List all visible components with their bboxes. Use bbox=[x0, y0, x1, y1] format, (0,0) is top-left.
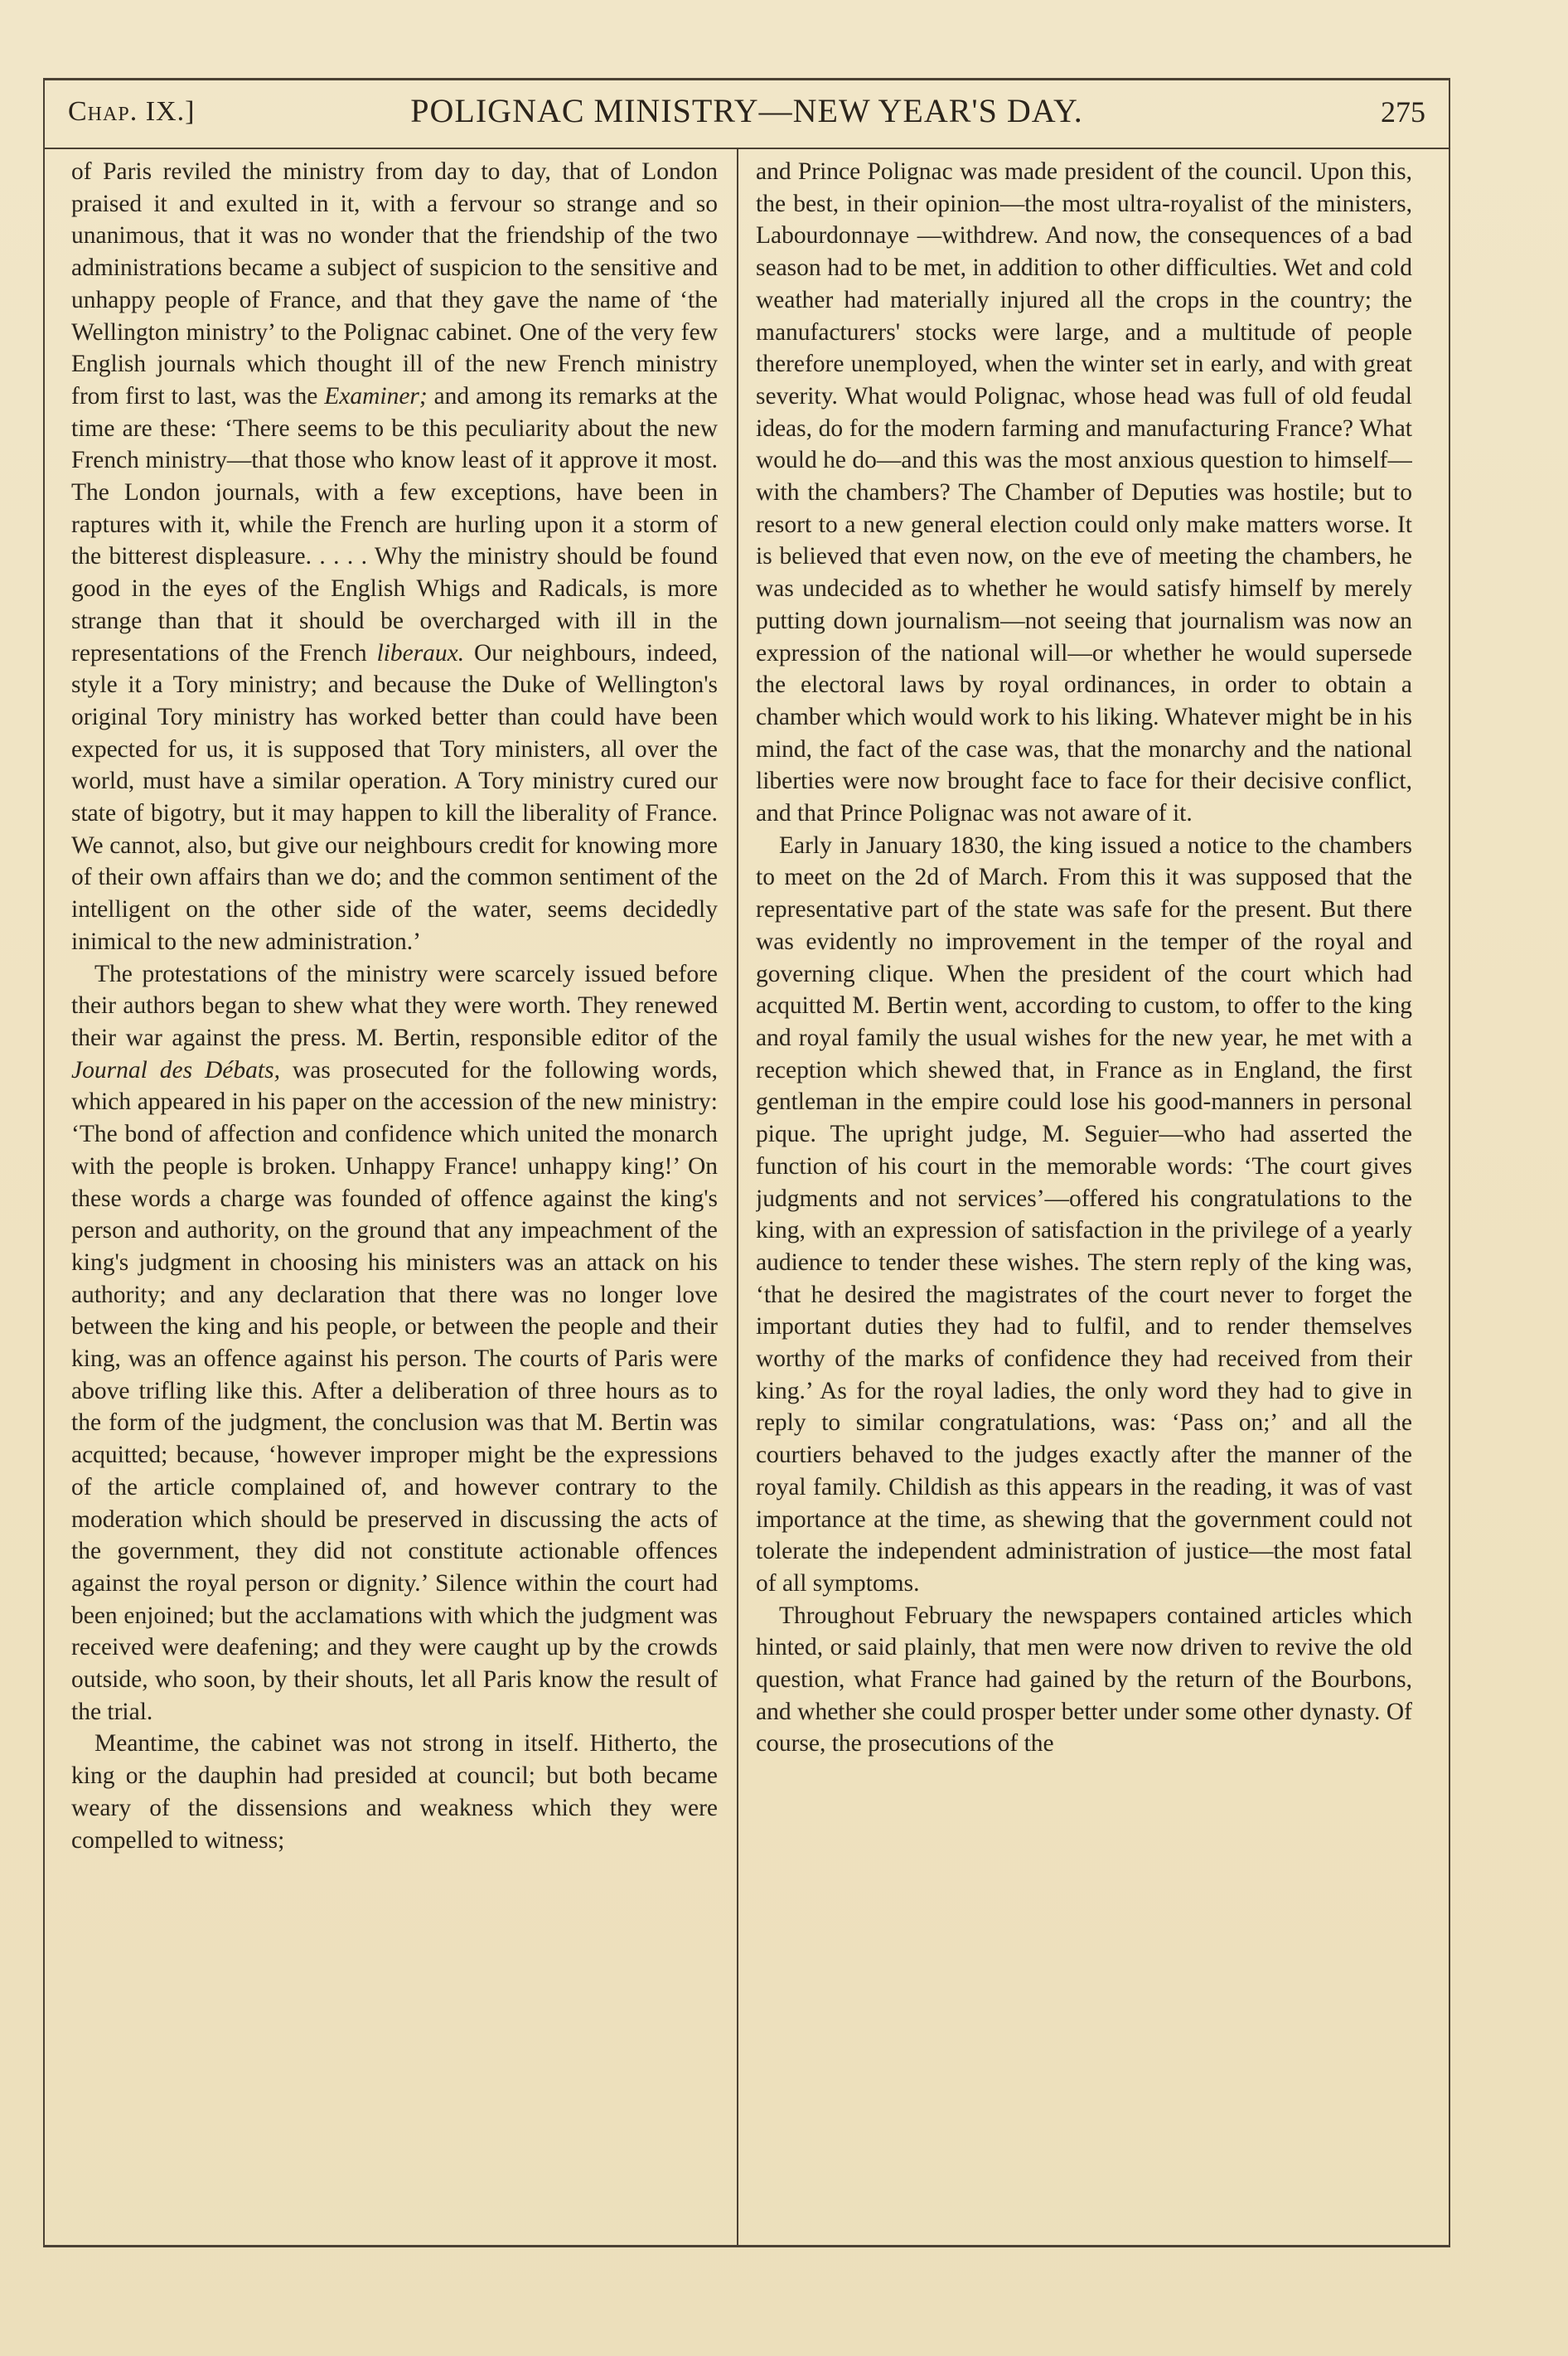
italic-title: Journal des Débats, bbox=[71, 1056, 280, 1083]
left-column bbox=[71, 156, 718, 2237]
paragraph: Meantime, the cabinet was not strong in itself. Hitherto, the king or the dauphin had presided at council; but both became weary of the dissensions and weakness which they were compelled to witness; bbox=[71, 1730, 718, 1854]
paragraph: Early in January 1830, the king issued a notice to the chambers to meet on the 2d of March. From this it was supposed that the representative part of the state was safe for the present. But there was evidently no improvement in the temper of the royal and governing clique. When the president of the court which had acquitted M. Bertin went, according to custom, to offer to the king and royal family the usual wishes for the new year, he met with a reception which shewed that, in France as in England, the first gentleman in the empire could lose his good-manners in personal pique. The upright judge, M. Seguier—who had asserted the function of his court in the memorable words: ‘The court gives judgments and not services’—offered his congratulations to the king, with an expression of satisfaction in the privilege of a yearly audience to tender these wishes. The stern reply of the king was, ‘that he desired the magistrates of the court never to forget the important duties they had to fulfil, and to render themselves worthy of the marks of confidence they had received from their king.’ As for the royal ladies, the only word they had to give in reply to similar congratulations, was: ‘Pass on;’ and all the courtiers behaved to the judges exactly after the manner of the royal family. Childish as this appears in the reading, it was of vast importance at the time, as shewing that the government could not tolerate the independent administration of justice—the most fatal of all symptoms. bbox=[756, 831, 1412, 1597]
running-header bbox=[43, 83, 1450, 149]
running-title: POLIGNAC MINISTRY—NEW YEAR'S DAY. bbox=[410, 92, 1083, 129]
paragraph: Throughout February the newspapers contained articles which hinted, or said plainly, that men were now driven to revive the old question, what France had gained by the return of the Bourbons, and whether she could prosper better under some other dynasty. Of course, the prosecutions of the bbox=[756, 1602, 1412, 1757]
italic-word: liberaux. bbox=[376, 639, 465, 667]
paragraph: and Prince Polignac was made president of the council. Upon this, the best, in their opinion—the most ultra-royalist of the ministers, Labourdonnaye —withdrew. And now, the consequences of a bad season had to be met, in addition to other difficulties. Wet and cold weather had materially injured all the crops in the country; the manufacturers' stocks were large, and a multitude of people therefore unemployed, when the winter set in early, and with great severity. What would Polignac, whose head was full of old feudal ideas, do for the modern farming and manufacturing France? What would he do—and this was the most anxious question to himself—with the chambers? The Chamber of Deputies was hostile; but to resort to a new general election could only make matters worse. It is believed that even now, on the eve of meeting the chambers, he was undecided as to whether he would satisfy himself by merely putting down journalism—not seeing that journalism was now an expression of the national will—or whether he would supersede the electoral laws by royal ordinances, in order to obtain a chamber which would work to his liking. Whatever might be in his mind, the fact of the case was, that the monarchy and the national liberties were now brought face to face for their decisive conflict, and that Prince Polignac was not aware of it. bbox=[756, 158, 1412, 827]
paragraph: of Paris reviled the ministry from day to day, that of London praised it and exulted in it, with a fervour so strange and so unanimous, that it was no wonder that the friendship of the two administrations became a subject of suspicion to the sensitive and unhappy people of France, and that they gave the name of ‘the Wellington ministry’ to the Polignac cabinet. One of the very few English journals which thought ill of the new French ministry from first to last, was the Examiner; and among its remarks at the time are these: ‘There seems to be this peculiarity about the new French ministry—that those who know least of it approve it most. The London journals, with a few exceptions, have been in raptures with it, while the French are hurling upon it a storm of the bitterest displeasure. . . . . Why the ministry should be found good in the eyes of the English Whigs and Radicals, is more strange than that it should be overcharged with ill in the representations of the French liberaux. Our neighbours, indeed, style it a Tory ministry; and because the Duke of Wellington's original Tory ministry has worked better than could have been expected for us, it is supposed that Tory ministers, all over the world, must have a similar operation. A Tory ministry cured our state of bigotry, but it may happen to kill the liberality of France. We cannot, also, but give our neighbours credit for knowing more of their own affairs than we do; and the common sentiment of the intelligent on the other side of the water, seems decidedly inimical to the new administration.’ bbox=[71, 158, 718, 955]
column-divider bbox=[737, 148, 738, 2247]
paragraph: The protestations of the ministry were scarcely issued before their authors began to shew what they were worth. They renewed their war against the press. M. Bertin, responsible editor of the Journal des Débats, was prosecuted for the following words, which appeared in his paper on the accession of the new ministry: ‘The bond of affection and confidence which united the monarch with the people is broken. Unhappy France! unhappy king!’ On these words a charge was founded of offence against the king's person and authority, on the ground that any impeachment of the king's judgment in choosing his ministers was an attack on his authority; and any declaration that there was no longer love between the king and his people, or between the people and their king, was an offence against his person. The courts of Paris were above trifling like this. After a deliberation of three hours as to the form of the judgment, the conclusion was that M. Bertin was acquitted; because, ‘however improper might be the expressions of the article complained of, and however contrary to the moderation which should be preserved in discussing the acts of the government, they did not constitute actionable offences against the royal person or dignity.’ Silence within the court had been enjoined; but the acclamations with which the judgment was received were deafening; and they were caught up by the crowds outside, who soon, by their shouts, let all Paris know the result of the trial. bbox=[71, 960, 718, 1725]
chapter-label: Chap. IX.] bbox=[68, 96, 196, 127]
italic-title: Examiner; bbox=[324, 382, 428, 410]
right-column bbox=[756, 156, 1412, 2237]
page-number: 275 bbox=[1381, 95, 1425, 128]
